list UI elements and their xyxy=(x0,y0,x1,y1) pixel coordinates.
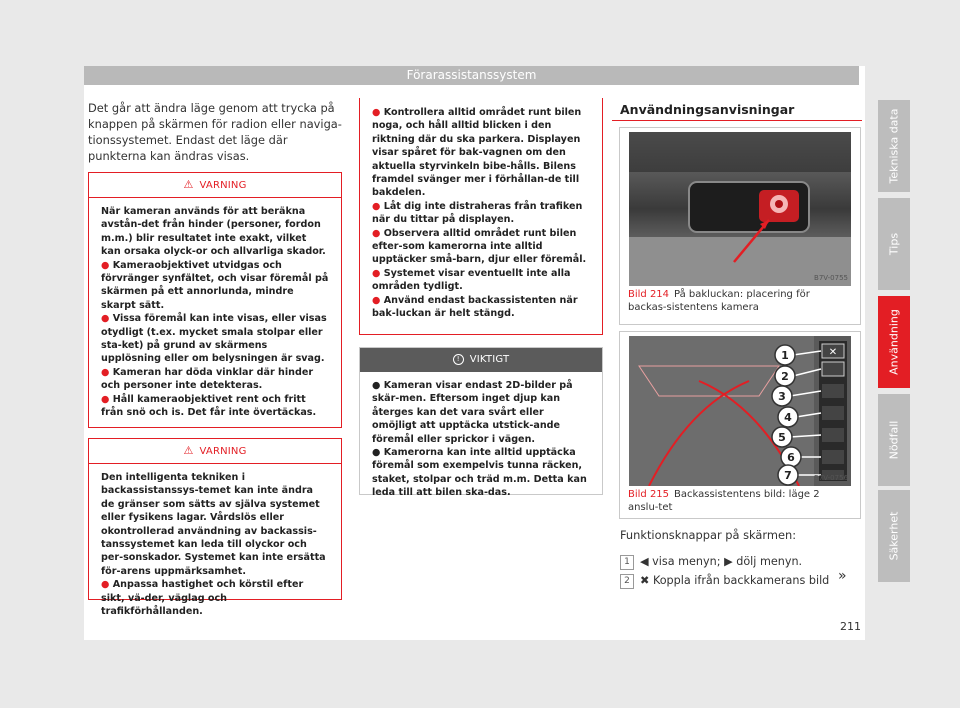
warning-triangle-icon: ⚠ xyxy=(183,444,194,457)
caret-right-icon: ▶ xyxy=(724,555,733,568)
list-item: ● Systemet visar eventuellt inte alla områden tydligt. xyxy=(372,267,571,293)
list-item: ● Vissa föremål kan inte visas, eller visas otydligt (t.ex. mycket smala stolpar eller sta-ket) på grund av skärmens upplösning eller om belysningen är svag. xyxy=(101,313,327,365)
svg-text:✕: ✕ xyxy=(828,347,838,358)
tailgate-camera-image xyxy=(629,132,851,286)
function-number: 2 xyxy=(620,574,634,589)
list-item: ● Låt dig inte distraheras från trafiken när du tittar på displayen. xyxy=(372,200,583,226)
info-icon: ! xyxy=(453,354,464,365)
svg-text:6: 6 xyxy=(787,451,795,464)
continued-icon: » xyxy=(838,568,847,584)
list-item: ● Observera alltid området runt bilen efter-som kamerorna inte alltid upptäcker små-barn, djur eller föremål. xyxy=(372,227,587,266)
tab-tekniska-data[interactable]: Tekniska data xyxy=(878,100,910,192)
notice-box xyxy=(359,347,603,499)
warning-text: När kameran används för att beräkna avstån-det från hinder (personer, fordon m.m.) blir resultatet inte exakt, vilket kan orsaka olyck-or och allvarliga skador. xyxy=(101,206,326,258)
function-item-2: ✖ Koppla ifrån backkamerans bild xyxy=(640,574,830,587)
close-icon: ✖ xyxy=(640,574,650,587)
list-item: ● Använd endast backassistenten när bak-luckan är helt stängd. xyxy=(372,294,578,320)
warning-box-2 xyxy=(88,438,342,618)
list-item: ● Kameran visar endast 2D-bilder på skär-men. Eftersom inget djup kan återges kan det vara svårt eller omöjligt att upptäcka utstick-ande föremål eller sprickor i vägen. xyxy=(372,380,573,445)
tab-sakerhet[interactable]: Säkerhet xyxy=(878,490,910,582)
list-item: ● Kameraobjektivet utvidgas och förvränger synfältet, och visar föremål på skärmen på ett annorlunda, mindre skarpt sätt. xyxy=(101,259,329,311)
tab-tips[interactable]: Tips xyxy=(878,198,910,290)
function-number: 1 xyxy=(620,555,634,570)
warning-text: Den intelligenta tekniken i backassistanssys-temet kan inte ändra de gränser som sätts av själva systemet eller fysikens lagar. Vårdslös eller okontrollerad användning av backassis-tanssystemet kan leda till olyckor och per-sonskador. Systemet kan inte ersätta för-arens uppmärksamhet. xyxy=(101,472,326,577)
tab-nodfall[interactable]: Nödfall xyxy=(878,394,910,486)
figure-code: B7V-0756 xyxy=(814,474,848,482)
figure-215 xyxy=(619,331,861,519)
notice-header: ! VIKTIGT xyxy=(360,348,602,372)
list-item: ● Kameran har döda vinklar där hinder och personer inte detekteras. xyxy=(101,366,314,392)
warning-box-1 xyxy=(88,172,342,428)
page-number: 211 xyxy=(840,620,861,633)
list-item: ● Håll kameraobjektivet rent och fritt från snö och is. Det får inte övertäckas. xyxy=(101,393,317,419)
list-item: ● Kamerorna kan inte alltid upptäcka föremål som exempelvis tunna räcken, staket, stolpar och träd m.m. Detta kan leda till att bilen ska-das. xyxy=(372,447,587,499)
list-item: ● Kontrollera alltid området runt bilen noga, och håll alltid blicken i den riktning där du ska parkera. Displayen visar spåret för bak-vagnen om den aktuella styrvinkeln bibe-hålls. Bilens framdel svänger mer i förhållan-de till bakdelen. xyxy=(372,107,582,199)
warning-triangle-icon: ⚠ xyxy=(183,178,194,191)
warning-box-continued xyxy=(359,98,603,335)
svg-text:7: 7 xyxy=(784,469,792,482)
section-divider xyxy=(612,120,862,121)
svg-text:4: 4 xyxy=(784,411,792,424)
list-item: ● Anpassa hastighet och körstil efter sikt, vä-der, väglag och trafikförhållanden. xyxy=(101,579,304,618)
caret-left-icon: ◀ xyxy=(640,555,649,568)
figure-caption: Bild 214 På bakluckan: placering för backas-sistentens kamera xyxy=(628,289,810,313)
figure-caption: Bild 215 Backassistentens bild: läge 2 anslu-tet xyxy=(628,489,820,513)
warning-header: ⚠ VARNING xyxy=(89,439,341,464)
page-header: Förarassistanssystem xyxy=(84,66,859,85)
svg-text:2: 2 xyxy=(781,370,789,383)
warning-header: ⚠ VARNING xyxy=(89,173,341,198)
functions-title: Funktionsknappar på skärmen: xyxy=(620,528,797,542)
svg-text:5: 5 xyxy=(778,431,786,444)
svg-text:3: 3 xyxy=(778,390,786,403)
intro-paragraph: Det går att ändra läge genom att trycka på knappen på skärmen för radion eller naviga-tionssystemet. Endast det läge där punkterna kan ändras visas. xyxy=(88,101,342,163)
callout-layer xyxy=(629,336,851,486)
svg-text:1: 1 xyxy=(781,349,789,362)
figure-214 xyxy=(619,127,861,325)
function-item-1: ◀ visa menyn; ▶ dölj menyn. xyxy=(640,555,803,568)
section-title: Användningsanvisningar xyxy=(620,102,795,117)
tab-anvandning[interactable]: Användning xyxy=(878,296,910,388)
figure-code: B7V-0755 xyxy=(814,274,848,282)
